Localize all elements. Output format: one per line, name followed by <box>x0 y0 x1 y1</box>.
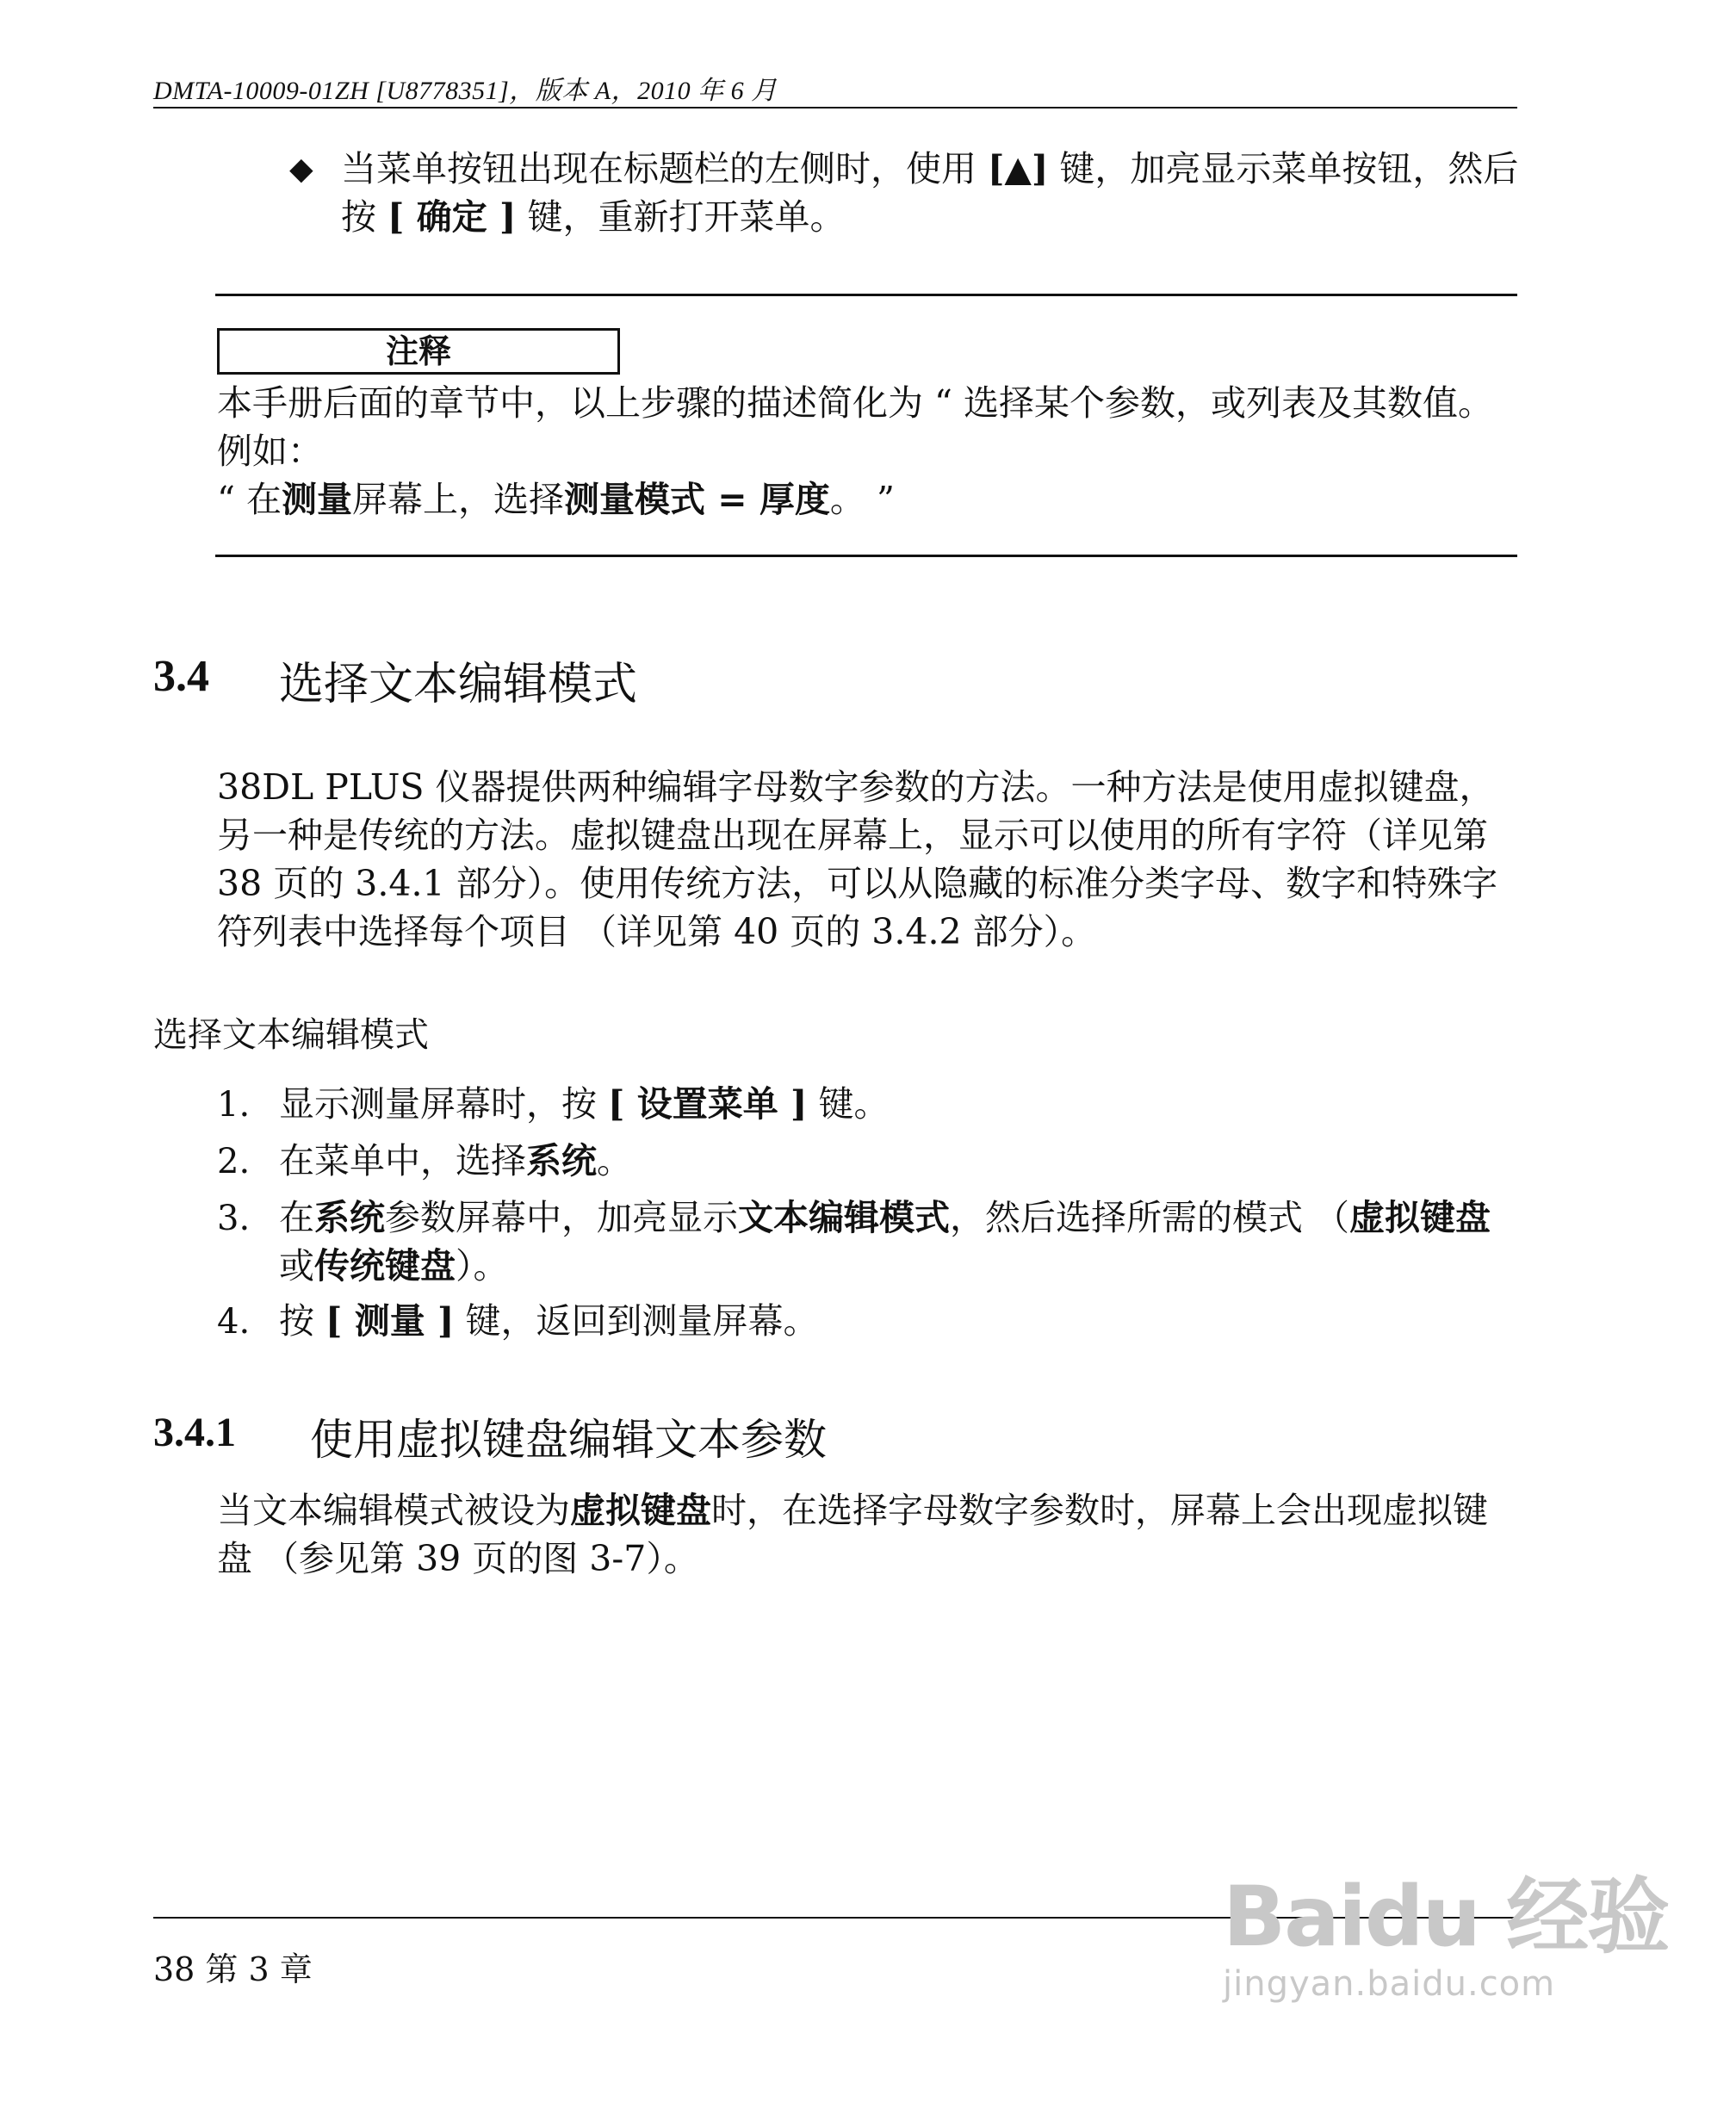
up-key-label: [▲] <box>988 148 1049 189</box>
section-number: 3.4 <box>153 652 209 701</box>
bullet-text-part: 键，重新打开菜单。 <box>516 196 846 238</box>
step-text <box>279 1194 1519 1290</box>
subsection-number: 3.4.1 <box>153 1410 236 1455</box>
baidu-watermark-url: jingyan.baidu.com <box>1223 1964 1556 2004</box>
step-part: 键，返回到测量屏幕。 <box>454 1300 819 1342</box>
note-label-box: 注释 <box>217 328 620 375</box>
bullet-diamond-icon: ◆ <box>289 152 313 187</box>
bullet-text-part: 当菜单按钮出现在标题栏的左侧时，使用 <box>341 148 989 189</box>
para-part: 当文本编辑模式被设为 <box>217 1490 570 1531</box>
note-bottom-rule <box>215 555 1517 557</box>
measure-key-label: [ 测量 ] <box>326 1300 455 1342</box>
bullet-text <box>341 145 1521 241</box>
system-label: 系统 <box>526 1140 597 1181</box>
para-part: 时，在选择字母数字参数时，屏幕上会出现虚拟键盘 （参见第 39 页的图 3-7）。 <box>217 1490 1488 1579</box>
quote-part: = <box>705 479 760 520</box>
step-text <box>279 1137 1519 1185</box>
step-part: 或 <box>279 1245 314 1286</box>
step-part: 在菜单中，选择 <box>279 1140 526 1181</box>
step-part: 按 <box>279 1300 326 1342</box>
note-text: 本手册后面的章节中，以上步骤的描述简化为 “ 选择某个参数，或列表及其数值。例如： <box>217 382 1494 472</box>
traditional-keyboard-label: 传统键盘 <box>314 1245 456 1286</box>
quote-part: “ 在 <box>217 479 282 520</box>
system-label: 系统 <box>314 1197 385 1238</box>
step-part: ，然后选择所需的模式 （ <box>950 1197 1350 1238</box>
virtual-keyboard-label: 虚拟键盘 <box>570 1490 711 1531</box>
step-part: 显示测量屏幕时，按 <box>279 1083 609 1125</box>
step-part: 在 <box>279 1197 314 1238</box>
subsection-paragraph <box>217 1486 1517 1583</box>
step-part: 键。 <box>807 1083 890 1125</box>
header-rule <box>153 107 1517 108</box>
step-number: 4. <box>217 1302 251 1342</box>
virtual-keyboard-label: 虚拟键盘 <box>1349 1197 1491 1238</box>
step-part: 。 <box>597 1140 632 1181</box>
note-top-rule <box>215 294 1517 296</box>
text-edit-mode-label: 文本编辑模式 <box>738 1197 950 1238</box>
quote-bold: 测量模式 <box>564 479 705 520</box>
ok-key-label: [ 确定 ] <box>388 196 517 238</box>
note-example-quote <box>217 475 895 524</box>
step-part: ）。 <box>456 1245 509 1286</box>
step-text <box>279 1297 1519 1345</box>
step-part: 参数屏幕中，加亮显示 <box>385 1197 738 1238</box>
quote-bold: 测量 <box>282 479 352 520</box>
quote-part: 。 ” <box>829 479 895 520</box>
step-text <box>279 1080 1519 1128</box>
procedure-title: 选择文本编辑模式 <box>153 1015 429 1055</box>
step-number: 2. <box>217 1142 251 1181</box>
section-title: 选择文本编辑模式 <box>279 659 638 710</box>
bullet-text-part: 键，加亮显示菜单按钮，然后按 <box>341 148 1519 238</box>
step-number: 3. <box>217 1199 251 1238</box>
step-number: 1. <box>217 1085 251 1125</box>
section-paragraph: 38DL PLUS 仪器提供两种编辑字母数字参数的方法。一种方法是使用虚拟键盘，另一种是传统的方法。虚拟键盘出现在屏幕上，显示可以使用的所有字符（详见第 38 页的 3.4.1 部分）。使用传统方法，可以从隐藏的标准分类字母、数字和特殊字符列表中选择每个项目 （详见第 40 页的 3.4.2 部分）。 <box>217 766 1498 952</box>
setup-menu-key-label: [ 设置菜单 ] <box>608 1083 808 1125</box>
quote-bold: 厚度 <box>759 479 830 520</box>
baidu-watermark <box>1223 1851 1668 2004</box>
baidu-watermark-logo: Baidu 经验 <box>1223 1869 1669 1965</box>
running-header: DMTA-10009-01ZH [U8778351]，版本 A，2010 年 6 月 <box>153 77 778 105</box>
quote-part: 屏幕上，选择 <box>352 479 564 520</box>
subsection-title: 使用虚拟键盘编辑文本参数 <box>310 1415 827 1465</box>
page-footer: 38 第 3 章 <box>153 1950 313 1988</box>
